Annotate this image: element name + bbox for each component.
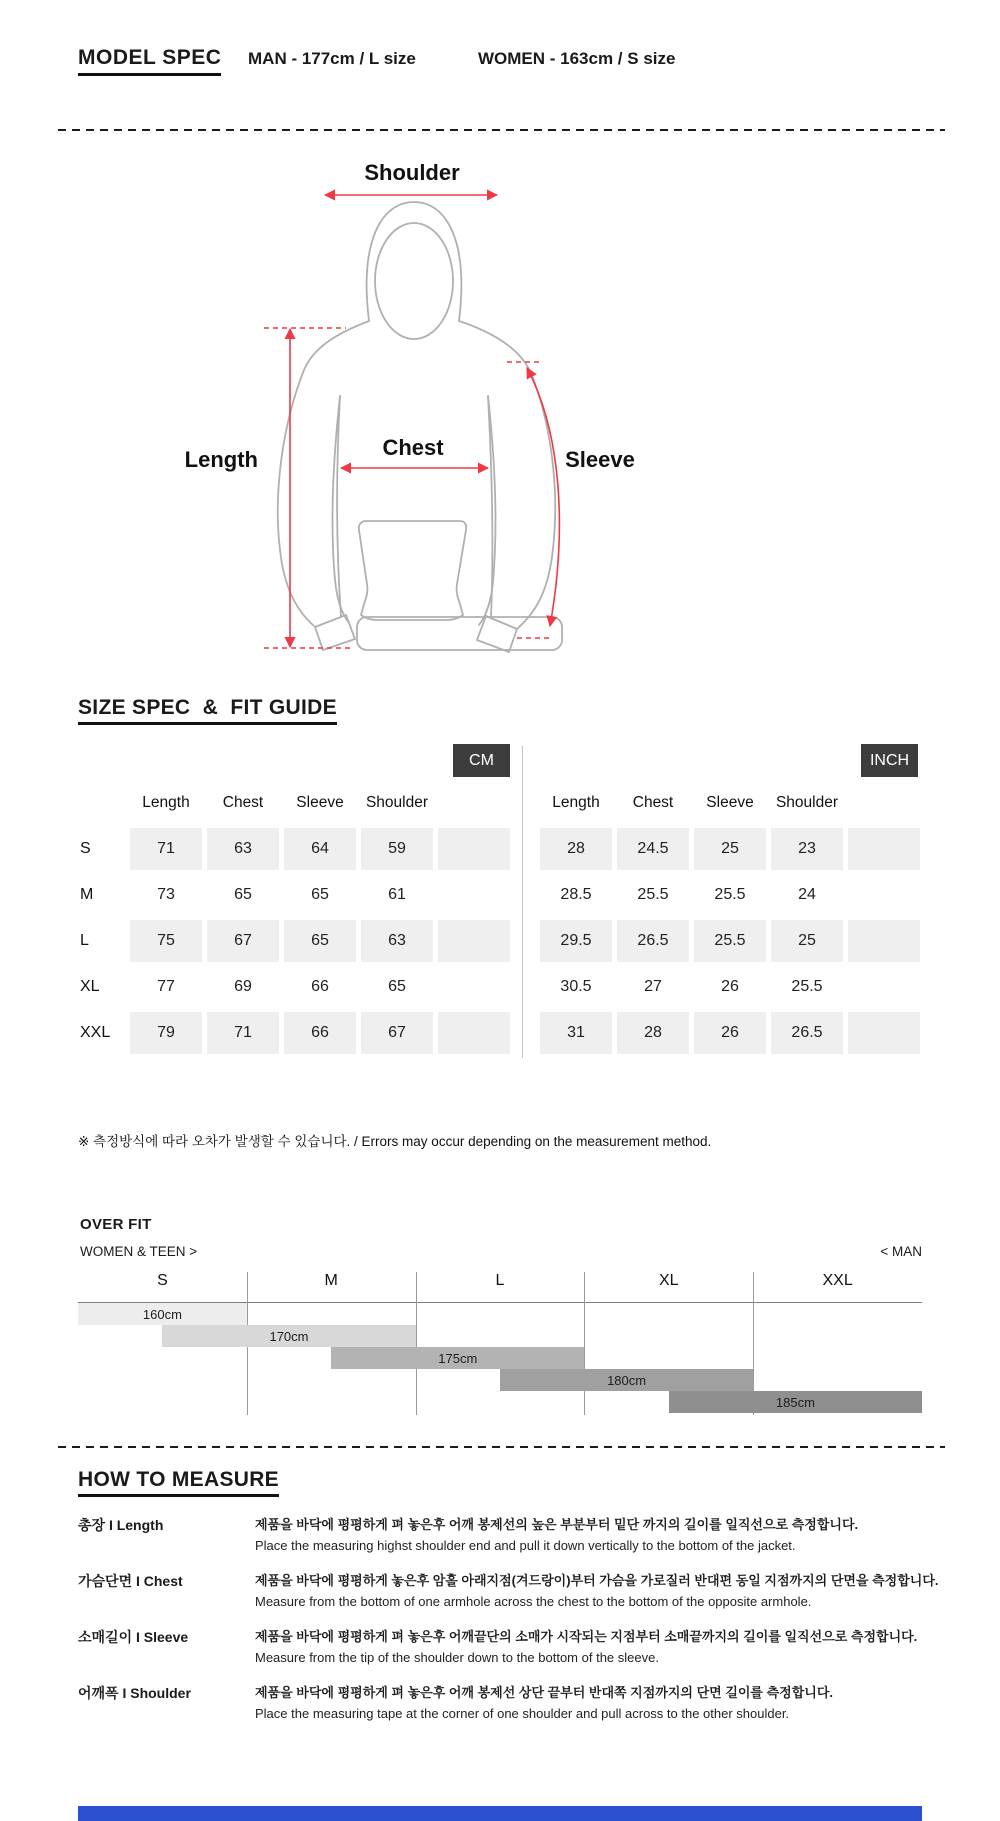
body-left-edge xyxy=(337,396,341,617)
measure-desc-korean: 제품을 바닥에 평평하게 펴 놓은후 어깨끝단의 소매가 시작되는 지점부터 소매끝까지의 길이를 일직선으로 측정합니다. xyxy=(255,1629,918,1644)
fit-chart-divider xyxy=(416,1272,417,1415)
measure-row xyxy=(78,1682,948,1721)
cm-value-cell: 64 xyxy=(284,828,356,870)
left-sleeve-outer xyxy=(278,321,369,626)
measure-row xyxy=(78,1570,948,1609)
fit-chart-category: S xyxy=(157,1272,168,1289)
column-header: Length xyxy=(552,794,600,811)
cm-value-cell: 69 xyxy=(234,978,252,995)
model-spec-women: WOMEN - 163cm / S size xyxy=(478,49,676,68)
fit-bar: 160cm xyxy=(78,1303,247,1325)
size-label: S xyxy=(80,840,91,857)
cm-empty-cell xyxy=(438,920,510,962)
fit-chart-divider xyxy=(584,1272,585,1415)
inch-empty-cell xyxy=(848,966,920,1008)
measure-desc-english: Place the measuring tape at the corner of one shoulder and pull across to the other shoulder. xyxy=(255,1706,790,1721)
cm-value-cell: 67 xyxy=(207,920,279,962)
size-label: L xyxy=(80,932,89,949)
cm-value-cell: 77 xyxy=(157,978,175,995)
size-label: XXL xyxy=(80,1024,111,1041)
right-cuff xyxy=(477,616,517,652)
measure-desc-english: Measure from the bottom of one armhole across the chest to the bottom of the opposite armhole. xyxy=(255,1594,812,1609)
measure-desc-english: Place the measuring highst shoulder end and pull it down vertically to the bottom of the jacket. xyxy=(255,1538,796,1553)
measure-row-label: 어깨폭 I Shoulder xyxy=(78,1685,191,1701)
fit-chart-categories xyxy=(78,1272,922,1290)
left-cuff xyxy=(315,615,355,650)
cm-table-body xyxy=(78,828,510,1054)
cm-table-headers xyxy=(130,790,510,816)
cm-value-cell: 71 xyxy=(207,1012,279,1054)
chest-diagram-label: Chest xyxy=(382,435,444,460)
dashed-divider-bottom xyxy=(58,1446,945,1448)
inch-value-cell: 26.5 xyxy=(617,920,689,962)
inch-value-cell: 25.5 xyxy=(714,886,746,903)
fit-chart-category: M xyxy=(324,1272,338,1289)
fit-chart-category: XL xyxy=(659,1272,679,1289)
dashed-divider-top xyxy=(58,129,945,131)
cm-value-cell: 63 xyxy=(361,920,433,962)
inch-value-cell: 23 xyxy=(771,828,843,870)
how-to-measure-title: HOW TO MEASURE xyxy=(78,1468,279,1497)
measure-desc-english: Measure from the tip of the shoulder down to the bottom of the sleeve. xyxy=(255,1650,659,1665)
cm-value-cell: 59 xyxy=(361,828,433,870)
cm-value-cell: 79 xyxy=(130,1012,202,1054)
hood-opening xyxy=(375,223,453,339)
overfit-left-label: WOMEN & TEEN > xyxy=(80,1244,198,1259)
cm-value-cell: 66 xyxy=(311,978,329,995)
measure-row xyxy=(78,1514,948,1553)
fit-bar: 185cm xyxy=(669,1391,922,1413)
inch-value-cell: 29.5 xyxy=(540,920,612,962)
inch-empty-cell xyxy=(848,1012,920,1054)
measure-desc-korean: 제품을 바닥에 평평하게 펴 놓은후 어깨 봉제선의 높은 부분부터 밑단 까지의 길이를 일직선으로 측정합니다. xyxy=(255,1517,859,1532)
bottom-blue-strip xyxy=(78,1806,922,1821)
page-title: MODEL SPEC xyxy=(78,46,221,76)
overfit-title: OVER FIT xyxy=(80,1216,152,1233)
measure-row-label: 총장 I Length xyxy=(78,1517,164,1533)
fit-chart-category: XXL xyxy=(822,1272,853,1289)
hood-outer xyxy=(367,202,462,321)
hem-band xyxy=(357,617,562,650)
inch-value-cell: 28 xyxy=(617,1012,689,1054)
hoodie-measurement-diagram xyxy=(0,140,1000,670)
cm-value-cell: 66 xyxy=(284,1012,356,1054)
overfit-right-label: < MAN xyxy=(880,1244,922,1259)
fit-bar: 170cm xyxy=(162,1325,415,1347)
cm-value-cell: 65 xyxy=(284,920,356,962)
column-header: Sleeve xyxy=(706,794,754,811)
how-to-measure-rows xyxy=(78,1514,948,1738)
fit-guide-chart xyxy=(78,1272,922,1418)
column-header: Chest xyxy=(632,794,674,811)
measure-row xyxy=(78,1626,948,1665)
cm-value-cell: 65 xyxy=(311,886,329,903)
size-spec-title: SIZE SPEC & FIT GUIDE xyxy=(78,696,337,725)
cm-value-cell: 73 xyxy=(157,886,175,903)
inch-empty-cell xyxy=(848,920,920,962)
right-sleeve-outer xyxy=(459,321,555,628)
inch-empty-cell xyxy=(848,828,920,870)
inch-value-cell: 25 xyxy=(694,828,766,870)
length-diagram-label: Length xyxy=(184,447,258,472)
inch-value-cell: 25.5 xyxy=(791,978,823,995)
cm-value-cell: 63 xyxy=(207,828,279,870)
inch-value-cell: 24 xyxy=(798,886,816,903)
cm-value-cell: 75 xyxy=(130,920,202,962)
cm-value-cell: 65 xyxy=(234,886,252,903)
column-header: Sleeve xyxy=(296,794,344,811)
measure-desc-korean: 제품을 바닥에 평평하게 놓은후 암홀 아래지점(겨드랑이)부터 가슴을 가로질러 반대편 동일 지점까지의 단면을 측정합니다. xyxy=(255,1573,939,1588)
measure-row-desc xyxy=(255,1626,948,1665)
inch-value-cell: 31 xyxy=(540,1012,612,1054)
inch-value-cell: 26 xyxy=(721,978,739,995)
measure-row-label: 소매길이 I Sleeve xyxy=(78,1629,189,1645)
inch-table-body xyxy=(540,828,920,1054)
fit-chart-category: L xyxy=(495,1272,505,1289)
cm-empty-cell xyxy=(438,1012,510,1054)
cm-value-cell: 65 xyxy=(388,978,406,995)
inch-value-cell: 25 xyxy=(771,920,843,962)
column-header: Length xyxy=(142,794,190,811)
measure-row-desc xyxy=(255,1514,948,1553)
sleeve-diagram-label: Sleeve xyxy=(565,447,635,472)
inch-empty-cell xyxy=(848,874,920,916)
fit-bar: 180cm xyxy=(500,1369,753,1391)
cm-empty-cell xyxy=(438,966,510,1008)
shoulder-diagram-label: Shoulder xyxy=(364,160,460,185)
measure-row-desc xyxy=(255,1682,948,1721)
measure-desc-korean: 제품을 바닥에 평평하게 펴 놓은후 어깨 봉제선 상단 끝부터 반대쪽 지점까지의 단면 길이를 측정합니다. xyxy=(255,1685,834,1700)
cm-unit-badge: CM xyxy=(453,744,510,777)
column-header: Chest xyxy=(222,794,264,811)
inch-value-cell: 24.5 xyxy=(617,828,689,870)
cm-empty-cell xyxy=(438,828,510,870)
measure-row-label: 가슴단면 I Chest xyxy=(78,1573,183,1589)
measure-row-desc xyxy=(255,1570,948,1609)
inch-value-cell: 25.5 xyxy=(637,886,669,903)
inch-value-cell: 28 xyxy=(540,828,612,870)
cm-value-cell: 71 xyxy=(130,828,202,870)
inch-value-cell: 25.5 xyxy=(694,920,766,962)
cm-value-cell: 67 xyxy=(361,1012,433,1054)
size-label: XL xyxy=(80,978,100,995)
inch-value-cell: 27 xyxy=(644,978,662,995)
model-spec-man: MAN - 177cm / L size xyxy=(248,49,416,68)
column-header: Shoulder xyxy=(365,794,429,811)
table-divider xyxy=(522,746,523,1058)
inch-value-cell: 26 xyxy=(694,1012,766,1054)
inch-value-cell: 28.5 xyxy=(560,886,592,903)
kangaroo-pocket xyxy=(359,521,466,620)
cm-empty-cell xyxy=(438,874,510,916)
size-label: M xyxy=(80,886,94,903)
left-sleeve-inner xyxy=(333,396,349,623)
inch-value-cell: 30.5 xyxy=(560,978,592,995)
fit-bar: 175cm xyxy=(331,1347,584,1369)
measurement-note: ※ 측정방식에 따라 오차가 발생할 수 있습니다. / Errors may occur depending on the measurement method. xyxy=(78,1134,712,1149)
column-header: Shoulder xyxy=(775,794,839,811)
inch-unit-badge: INCH xyxy=(861,744,918,777)
cm-value-cell: 61 xyxy=(388,886,406,903)
hoodie-outline xyxy=(278,202,562,652)
inch-table-headers xyxy=(540,790,920,816)
inch-value-cell: 26.5 xyxy=(771,1012,843,1054)
